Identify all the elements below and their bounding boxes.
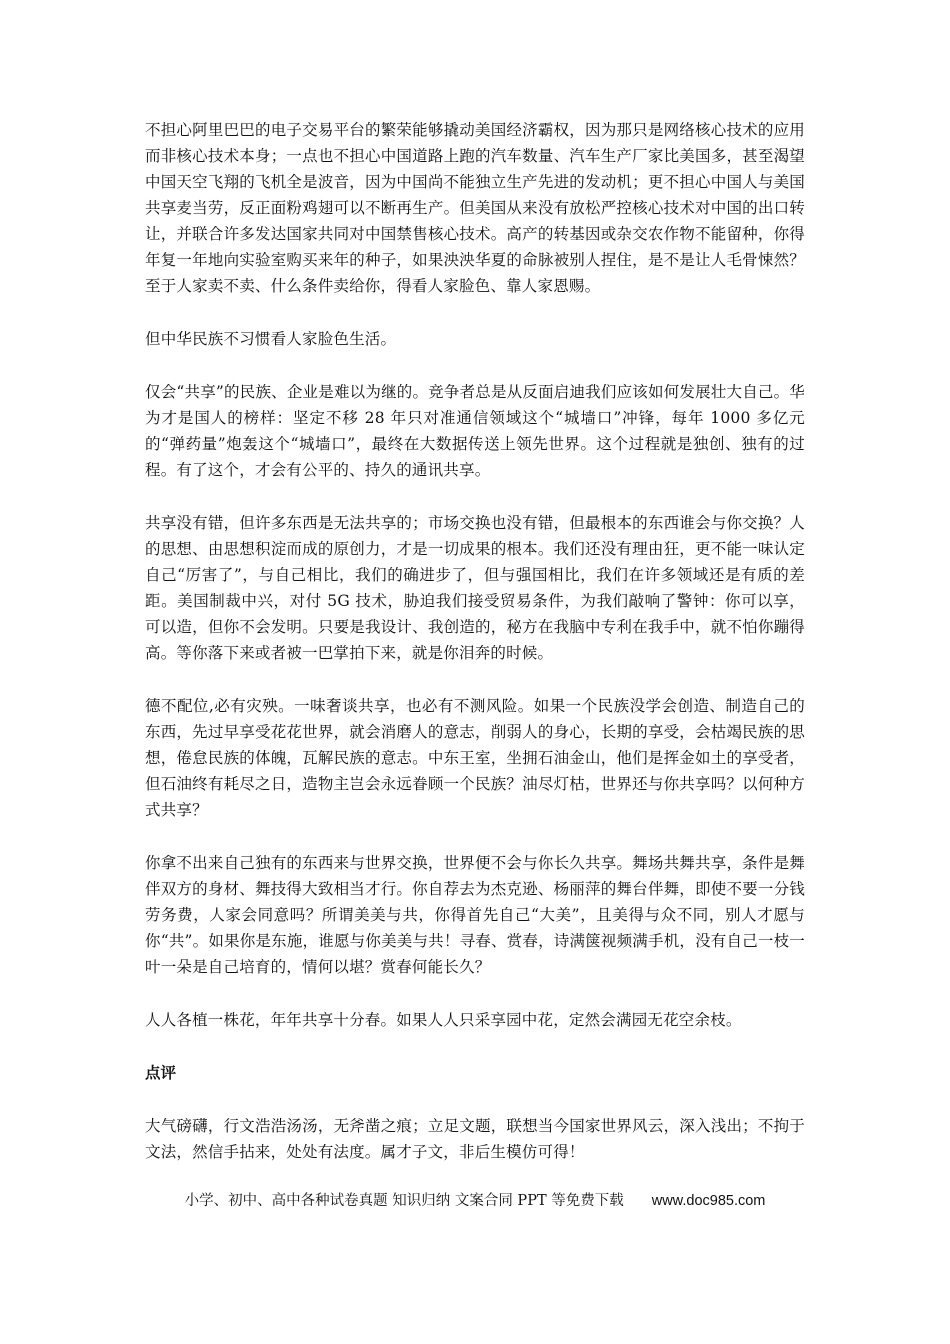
footer-site-link[interactable]: www.doc985.com [651,1193,766,1209]
page-footer [0,1190,950,1212]
paragraph-6: 你拿不出来自己独有的东西来与世界交换，世界便不会与你长久共享。舞场共舞共享，条件是舞伴双方的身材、舞技得大致相当才行。你自荐去为杰克逊、杨丽萍的舞台伴舞，即使不要一分钱劳务费，人家会同意吗？所谓美美与共，你得首先自己“大美”，且美得与众不同，别人才愿与你“共”。如果你是东施，谁愿与你美美与共！寻春、赏春，诗满箧视频满手机，没有自己一枝一叶一朵是自己培育的，情何以堪？赏春何能长久？ [145,854,805,976]
paragraph-2: 但中华民族不习惯看人家脸色生活。 [145,330,397,348]
paragraph-3: 仅会“共享”的民族、企业是难以为继的。竞争者总是从反面启迪我们应该如何发展壮大自己。华为才是国人的榜样：坚定不移 28 年只对准通信领域这个“城墙口”冲锋，每年 1000 多亿元的“弹药量”炮轰这个“城墙口”，最终在大数据传送上领先世界。这个过程就是独创、独有的过程。有了这个，才会有公平的、持久的通讯共享。 [145,383,805,479]
review-text: 大气磅礴，行文浩浩汤汤，无斧凿之痕；立足文题，联想当今国家世界风云，深入浅出；不拘于文法，然信手拈来，处处有法度。属才子文，非后生模仿可得！ [145,1117,805,1161]
paragraph-4: 共享没有错，但许多东西是无法共享的；市场交换也没有错，但最根本的东西谁会与你交换？人的思想、由思想积淀而成的原创力，才是一切成果的根本。我们还没有理由狂，更不能一味认定自己“厉害了”，与自己相比，我们的确进步了，但与强国相比，我们在许多领域还是有质的差距。美国制裁中兴，对付 5G 技术，胁迫我们接受贸易条件，为我们敲响了警钟：你可以享，可以造，但你不会发明。只要是我设计、我创造的，秘方在我脑中专利在我手中，就不怕你蹦得高。等你落下来或者被一巴掌拍下来，就是你泪奔的时候。 [145,514,805,662]
paragraph-1: 不担心阿里巴巴的电子交易平台的繁荣能够撬动美国经济霸权，因为那只是网络核心技术的应用而非核心技术本身；一点也不担心中国道路上跑的汽车数量、汽车生产厂家比美国多，甚至渴望中国天空飞翔的飞机全是波音，因为中国尚不能独立生产先进的发动机；更不担心中国人与美国共享麦当劳，反正面粉鸡翅可以不断再生产。但美国从来没有放松严控核心技术对中国的出口转让，并联合许多发达国家共同对中国禁售核心技术。高产的转基因或杂交农作物不能留种，你得年复一年地向实验室购买来年的种子，如果泱泱华夏的命脉被别人捏住，是不是让人毛骨悚然？至于人家卖不卖、什么条件卖给你，得看人家脸色、靠人家恩赐。 [145,121,805,295]
footer-text: 小学、初中、高中各种试卷真题 知识归纳 文案合同 PPT 等免费下载 [184,1193,624,1209]
review-heading: 点评 [145,1064,177,1082]
article-body [145,117,805,1192]
paragraph-5: 德不配位,必有灾殃。一味奢谈共享，也必有不测风险。如果一个民族没学会创造、制造自己的东西，先过早享受花花世界，就会消磨人的意志，削弱人的身心，长期的享受，会枯竭民族的思想，倦怠民族的体魄，瓦解民族的意志。中东王室，坐拥石油金山，他们是挥金如土的享受者，但石油终有耗尽之日，造物主岂会永远眷顾一个民族？油尽灯枯，世界还与你共享吗？以何种方式共享？ [145,697,805,819]
paragraph-7: 人人各植一株花，年年共享十分春。如果人人只采享园中花，定然会满园无花空余枝。 [145,1011,742,1029]
